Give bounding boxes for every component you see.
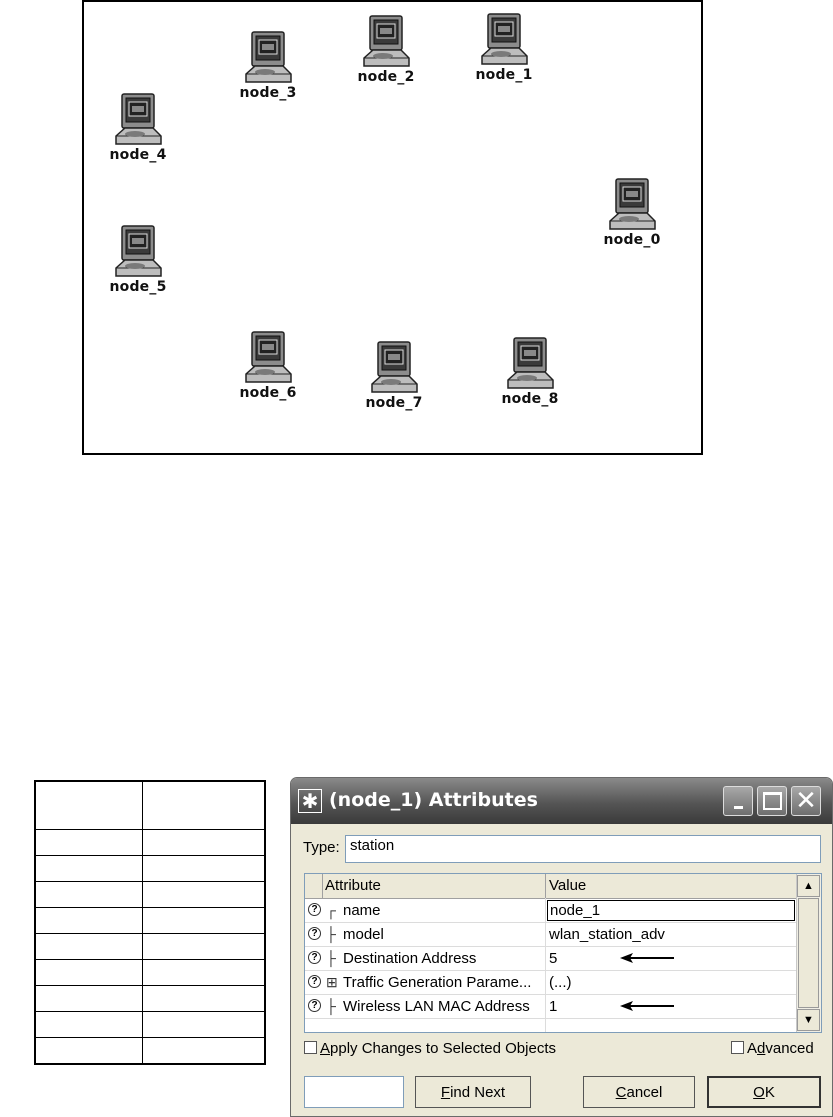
table-row [35,1012,265,1038]
table-cell [143,830,266,856]
table-cell [35,781,143,830]
attribute-value: node_1 [550,902,601,919]
node-7[interactable] [354,340,434,411]
grid-scrollbar[interactable] [796,874,821,1032]
attributes-dialog [290,777,833,1117]
column-header-value[interactable]: Value [549,877,587,894]
workstation-icon [479,12,529,66]
attribute-value[interactable]: 5 [549,950,558,967]
table-cell [143,781,266,830]
workstation-icon [607,177,657,231]
attribute-row-model[interactable] [305,923,797,947]
triangle-up-icon: ▲ [803,880,814,892]
find-input[interactable] [304,1076,404,1108]
node-5[interactable] [98,224,178,295]
node-0[interactable] [592,177,672,248]
help-icon[interactable]: ? [308,951,321,964]
attribute-row-wireless-lan-mac-address[interactable] [305,995,797,1019]
table-cell [35,986,143,1012]
attribute-row-traffic-generation[interactable] [305,971,797,995]
type-label: Type: [303,839,340,856]
accelerator-letter: C [615,1083,627,1101]
workstation-icon [243,330,293,384]
table-row [35,908,265,934]
workstation-icon [113,92,163,146]
node-8[interactable] [490,336,570,407]
table-cell [35,1038,143,1065]
accelerator-letter: d [757,1040,766,1057]
attribute-grid [304,873,822,1033]
node-label: node_1 [475,67,533,83]
workstation-icon [361,14,411,68]
node-3[interactable] [228,30,308,101]
help-icon[interactable]: ? [308,975,321,988]
minimize-icon [734,806,743,809]
button-label: K [764,1083,775,1101]
node-2[interactable] [346,14,426,85]
help-icon[interactable]: ? [308,999,321,1012]
node-label: node_2 [357,69,415,85]
node-6[interactable] [228,330,308,401]
find-next-button[interactable] [415,1076,531,1108]
node-label: node_4 [109,147,167,163]
table-cell [35,830,143,856]
apply-changes-label [320,1040,556,1057]
apply-changes-checkbox[interactable] [304,1041,317,1054]
label-text: pply Changes to Selected Objects [330,1040,556,1057]
maximize-icon [763,792,782,810]
header-separator [545,874,546,898]
button-label: ind Next [450,1083,506,1101]
node-4[interactable] [98,92,178,163]
name-value-input[interactable] [547,900,795,921]
attribute-value[interactable]: wlan_station_adv [549,926,665,943]
node-label: node_8 [501,391,559,407]
attribute-row-destination-address[interactable] [305,947,797,971]
table-cell [35,856,143,882]
attribute-name: name [343,902,381,919]
help-icon[interactable]: ? [308,927,321,940]
table-cell [143,856,266,882]
advanced-label [747,1040,814,1057]
label-text: A [747,1040,758,1057]
dialog-titlebar[interactable] [291,778,832,824]
maximize-button[interactable] [757,786,787,816]
advanced-checkbox[interactable] [731,1041,744,1054]
attribute-value[interactable]: (...) [549,974,572,991]
scroll-down-button[interactable] [797,1009,820,1031]
table-cell [35,960,143,986]
dialog-title: (node_1) Attributes [329,789,538,811]
table-cell [143,908,266,934]
accelerator-letter: F [440,1083,451,1101]
table-row [35,1038,265,1065]
node-label: node_7 [365,395,423,411]
label-text: vanced [765,1040,814,1057]
scroll-thumb[interactable] [798,898,819,1008]
node-1[interactable] [464,12,544,83]
table-cell [143,1012,266,1038]
attribute-row-name[interactable] [305,899,797,923]
arrow-left-icon [619,999,675,1013]
grid-header [305,874,797,899]
attribute-name: model [343,926,384,943]
tree-connector: ├ [326,998,336,1014]
attribute-name: Wireless LAN MAC Address [343,998,530,1015]
accelerator-letter: A [320,1040,331,1057]
tree-connector: ├ [326,950,336,966]
attribute-name: Traffic Generation Parame... [343,974,532,991]
table-cell [35,882,143,908]
node-label: node_5 [109,279,167,295]
workstation-icon [505,336,555,390]
table-cell [143,934,266,960]
header-separator [322,874,323,898]
attribute-value[interactable]: 1 [549,998,558,1015]
table-row [35,830,265,856]
table-row [35,856,265,882]
table-row [35,986,265,1012]
table-cell [143,1038,266,1065]
table-cell [143,960,266,986]
table-cell [143,882,266,908]
table-cell [35,908,143,934]
workstation-icon [113,224,163,278]
ok-button[interactable] [707,1076,821,1108]
tree-connector: ├ [326,926,336,942]
help-icon[interactable]: ? [308,903,321,916]
close-button[interactable] [791,786,821,816]
scroll-up-button[interactable] [797,875,820,897]
accelerator-letter: O [753,1083,765,1101]
table-row [35,960,265,986]
column-header-attribute[interactable]: Attribute [325,877,381,894]
network-canvas [82,0,703,455]
close-icon: ✕ [795,786,817,816]
attribute-name: Destination Address [343,950,477,967]
workstation-icon [243,30,293,84]
node-label: node_6 [239,385,297,401]
button-label: ancel [626,1083,663,1101]
table-row [35,934,265,960]
node-label: node_3 [239,85,297,101]
type-field[interactable]: station [345,835,821,863]
empty-table [34,780,266,1065]
workstation-icon [369,340,419,394]
table-row [35,882,265,908]
table-cell [35,1012,143,1038]
table-cell [35,934,143,960]
asterisk-icon: ✱ [298,789,322,813]
cancel-button[interactable] [583,1076,695,1108]
node-label: node_0 [603,232,661,248]
triangle-down-icon: ▼ [803,1014,814,1026]
arrow-left-icon [619,951,675,965]
minimize-button[interactable] [723,786,753,816]
expand-icon[interactable]: ⊞ [326,974,338,990]
table-header-row [35,781,265,830]
table-cell [143,986,266,1012]
tree-connector: ┌ [326,902,336,918]
